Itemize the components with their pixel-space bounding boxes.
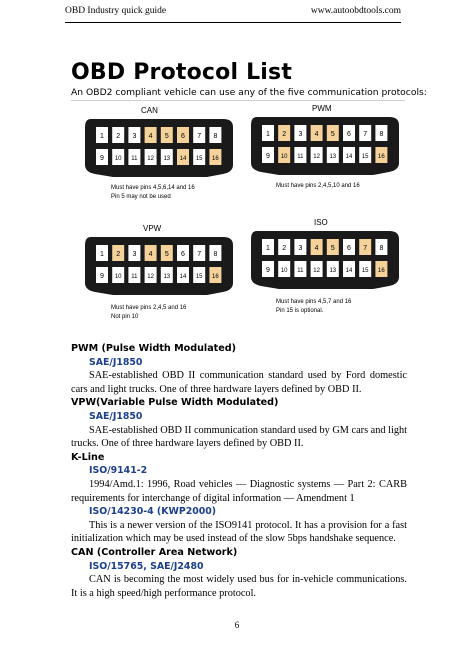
pin-number: 4 (314, 245, 319, 252)
pin-number: 12 (147, 156, 154, 162)
pin-number: 14 (345, 154, 353, 160)
pin-number: 8 (213, 133, 218, 140)
connector-pwm (251, 104, 399, 189)
section-text: SAE-established OBD II communication standard used by Ford domestic cars and light trucks. One of three hardware layers defined by OBD II. (71, 370, 407, 395)
pin-number: 5 (330, 245, 335, 252)
connector-iso (251, 218, 399, 314)
pin-number: 13 (329, 268, 337, 274)
pin-number: 11 (131, 274, 138, 280)
connector-figure (71, 101, 405, 339)
pin-number: 10 (114, 274, 122, 280)
section-heading: VPW(Variable Pulse Width Modulated) (71, 397, 279, 409)
pin-number: 13 (163, 156, 171, 162)
standard-link[interactable]: ISO/15765, SAE/J2480 (89, 560, 204, 572)
connector-shell (85, 119, 233, 177)
pin-number: 2 (282, 245, 287, 252)
pin-number: 14 (179, 156, 187, 162)
standard-link[interactable]: SAE/J1850 (89, 356, 143, 368)
obd-connector-diagram (71, 100, 405, 339)
connector-note: Pin 15 is optional. (276, 308, 324, 314)
connector-vpw (85, 224, 233, 320)
pin-number: 11 (297, 154, 304, 160)
pin-number: 2 (116, 251, 121, 258)
pin-number: 11 (297, 268, 304, 274)
pin-number: 4 (148, 133, 153, 140)
pin-number: 14 (345, 268, 353, 274)
pin-number: 3 (298, 131, 303, 138)
connector-note: Pin 5 may not be used (111, 194, 171, 200)
pin-number: 9 (266, 153, 270, 160)
connector-label: PWM (312, 104, 332, 113)
protocol-descriptions (71, 342, 407, 600)
pin-number: 5 (330, 131, 335, 138)
pin-number: 6 (181, 251, 185, 258)
standard-link[interactable]: SAE/J1850 (89, 410, 143, 422)
connector-note: Must have pins 4,5,7 and 16 (276, 299, 352, 305)
pin-number: 1 (100, 251, 104, 258)
pin-number: 2 (116, 133, 121, 140)
pin-number: 1 (100, 133, 104, 140)
pin-number: 15 (361, 268, 369, 274)
section-pwm (71, 342, 407, 396)
pin-number: 11 (131, 156, 138, 162)
pin-number: 5 (164, 133, 169, 140)
connector-label: VPW (143, 224, 162, 233)
pin-number: 3 (132, 133, 137, 140)
connector-shell (251, 231, 399, 289)
pin-number: 1 (266, 245, 270, 252)
pin-number: 12 (147, 274, 154, 280)
pin-number: 1 (266, 131, 270, 138)
section-text: This is a newer version of the ISO9141 protocol. It has a provision for a fast initialization which may be used instead of the slow 5bps handshake sequence. (71, 519, 407, 545)
pin-number: 15 (361, 154, 369, 160)
pin-number: 15 (195, 156, 203, 162)
section-can (71, 546, 407, 600)
section-kline (71, 451, 407, 546)
pin-number: 16 (378, 268, 385, 274)
section-heading: CAN (Controller Area Network) (71, 546, 238, 558)
pin-number: 15 (195, 274, 203, 280)
pin-number: 2 (282, 131, 287, 138)
pin-number: 10 (280, 268, 288, 274)
pin-number: 16 (212, 274, 219, 280)
pin-number: 8 (379, 245, 384, 252)
header-left: OBD Industry quick guide (65, 6, 167, 16)
pin-number: 4 (148, 251, 153, 258)
pin-number: 7 (197, 133, 202, 140)
pin-number: 7 (363, 131, 368, 138)
pin-number: 3 (132, 251, 137, 258)
standard-link[interactable]: ISO/9141-2 (89, 465, 148, 477)
section-text: 1994/Amd.1: 1996, Road vehicles — Diagnostic systems — Part 2: CARB requirements for interchange of digital information — Amendment 1 (71, 478, 407, 504)
section-vpw (71, 396, 407, 450)
connector-note: Must have pins 2,4,5 and 16 (111, 305, 187, 311)
pin-number: 9 (266, 267, 270, 274)
section-heading: K-Line (71, 451, 105, 463)
pin-number: 9 (100, 155, 104, 162)
connector-label: CAN (141, 106, 158, 115)
connector-note: Not pin 10 (111, 314, 139, 320)
pin-number: 13 (329, 154, 337, 160)
pin-number: 14 (179, 274, 187, 280)
connector-shell (251, 117, 399, 175)
connector-note: Must have pins 4,5,6,14 and 16 (111, 185, 195, 191)
connector-shell (85, 237, 233, 295)
pin-number: 16 (212, 156, 219, 162)
page-header (65, 6, 401, 23)
pin-number: 10 (280, 154, 288, 160)
connector-can (85, 106, 233, 200)
section-text: SAE-established OBD II communication standard used by GM cars and light trucks. One of three hardware layers defined by OBD II. (71, 424, 407, 450)
connector-note: Must have pins 2,4,5,10 and 16 (276, 183, 360, 189)
standard-link[interactable]: ISO/14230-4 (KWP2000) (89, 506, 217, 518)
pin-number: 8 (379, 131, 384, 138)
page-title: OBD Protocol List (71, 60, 293, 85)
pin-number: 3 (298, 245, 303, 252)
section-heading: PWM (Pulse Width Modulated) (71, 343, 237, 354)
pin-number: 6 (181, 133, 185, 140)
header-right: www.autoobdtools.com (310, 6, 401, 16)
pin-number: 12 (313, 154, 320, 160)
pin-number: 10 (114, 156, 122, 162)
pin-number: 6 (347, 131, 351, 138)
section-text: CAN is becoming the most widely used bus for in-vehicle communications. It is a high speed/high performance protocol. (71, 574, 407, 599)
pin-number: 12 (313, 268, 320, 274)
page-number: 6 (234, 620, 240, 630)
pin-number: 5 (164, 251, 169, 258)
connector-label: ISO (314, 218, 328, 227)
pin-number: 7 (363, 245, 368, 252)
pin-number: 13 (163, 274, 171, 280)
pin-number: 16 (378, 154, 385, 160)
pin-number: 8 (213, 251, 218, 258)
pin-number: 4 (314, 131, 319, 138)
pin-number: 7 (197, 251, 202, 258)
page-subtitle: An OBD2 compliant vehicle can use any of the five communication protocols: (71, 87, 427, 98)
pin-number: 6 (347, 245, 351, 252)
pin-number: 9 (100, 273, 104, 280)
